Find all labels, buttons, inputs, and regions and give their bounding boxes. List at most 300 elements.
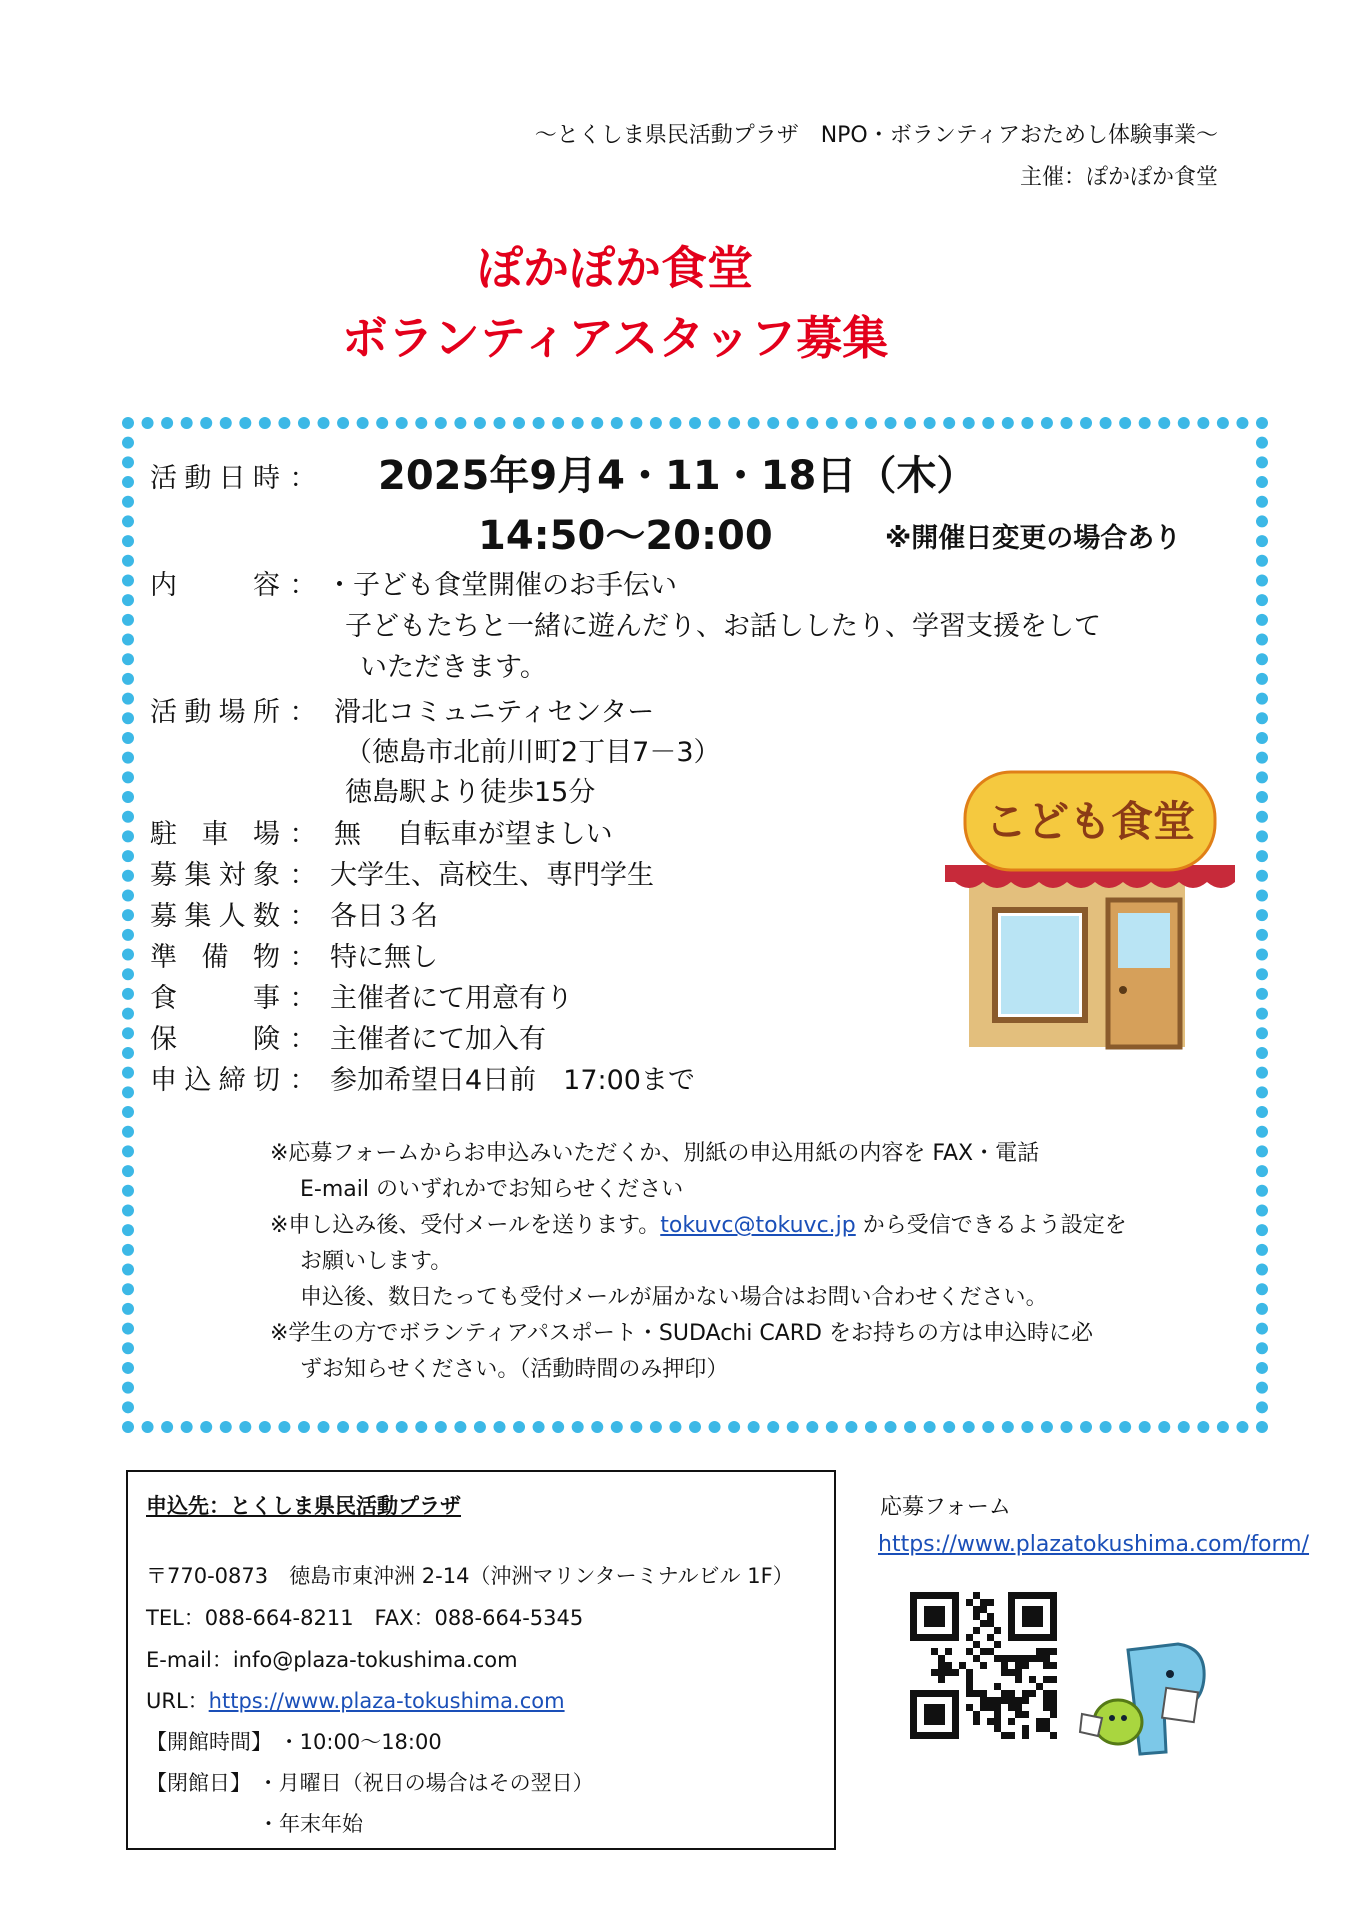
frame-dot [885, 417, 897, 429]
frame-dot [1041, 417, 1053, 429]
qr-module [952, 1634, 959, 1641]
frame-dot [1256, 496, 1268, 508]
qr-module [994, 1704, 1001, 1711]
frame-dot [1256, 1145, 1268, 1157]
frame-dot [122, 1342, 134, 1354]
frame-dot [396, 1421, 408, 1433]
target-colon: ： [289, 860, 317, 891]
frame-dot [357, 1421, 369, 1433]
qr-module [938, 1690, 945, 1697]
frame-dot [1236, 417, 1248, 429]
frame-dot [748, 1421, 760, 1433]
mascot-green-paper [1080, 1714, 1102, 1736]
qr-module [1043, 1725, 1050, 1732]
frame-dot [1256, 929, 1268, 941]
frame-dot [1041, 1421, 1053, 1433]
frame-dot [1256, 476, 1268, 488]
frame-dot [1139, 417, 1151, 429]
qr-module [1008, 1690, 1015, 1697]
contact-heading: 申込先：とくしま県民活動プラザ [146, 1494, 461, 1518]
meal-value: 主催者にて用意有り [330, 983, 573, 1014]
qr-module [931, 1711, 938, 1718]
qr-module [966, 1599, 973, 1606]
frame-dot [963, 417, 975, 429]
frame-dot [787, 1421, 799, 1433]
qr-module [952, 1690, 959, 1697]
qr-module [924, 1711, 931, 1718]
qr-module [1015, 1655, 1022, 1662]
qr-module [938, 1704, 945, 1711]
qr-module [987, 1697, 994, 1704]
qr-module [1036, 1683, 1043, 1690]
qr-module [931, 1718, 938, 1725]
qr-module [1008, 1732, 1015, 1739]
qr-module [1022, 1690, 1029, 1697]
place-line2: （徳島市北前川町2丁目7－3） [345, 737, 721, 768]
frame-dot [122, 968, 134, 980]
frame-dot [122, 594, 134, 606]
qr-module [1008, 1669, 1015, 1676]
qr-module [987, 1599, 994, 1606]
frame-dot [1256, 968, 1268, 980]
qr-module [1015, 1669, 1022, 1676]
insurance-label: 保険 [150, 1024, 280, 1055]
frame-dot [1256, 712, 1268, 724]
frame-dot [493, 1421, 505, 1433]
qr-code[interactable] [910, 1592, 1058, 1750]
content-line3: いただきます。 [360, 652, 547, 683]
frame-dot [122, 870, 134, 882]
qr-module [938, 1592, 945, 1599]
frame-dot [630, 417, 642, 429]
frame-dot [1256, 909, 1268, 921]
frame-dot [1217, 1421, 1229, 1433]
frame-dot [122, 1067, 134, 1079]
qr-module [1022, 1592, 1029, 1599]
qr-module [938, 1613, 945, 1620]
frame-dot [122, 889, 134, 901]
window-glass [1001, 916, 1079, 1014]
frame-dot [1256, 1421, 1268, 1433]
door-knob [1119, 986, 1127, 994]
qr-module [1001, 1669, 1008, 1676]
meal-row [150, 976, 573, 1015]
frame-dot [122, 1264, 134, 1276]
frame-dot [1178, 417, 1190, 429]
frame-dot [142, 1421, 154, 1433]
sign-text: こども食堂 [984, 797, 1196, 846]
frame-dot [122, 752, 134, 764]
frame-dot [493, 417, 505, 429]
qr-module [980, 1662, 987, 1669]
qr-module [931, 1648, 938, 1655]
content-line1: ・子ども食堂開催のお手伝い [326, 570, 677, 601]
qr-module [952, 1620, 959, 1627]
items-colon: ： [289, 942, 317, 973]
qr-module [910, 1732, 917, 1739]
frame-dot [826, 1421, 838, 1433]
frame-dot [122, 771, 134, 783]
note-1a: ※応募フォームからお申込みいただくか、別紙の申込用紙の内容を FAX・電話 [270, 1141, 1040, 1166]
qr-module [952, 1704, 959, 1711]
qr-module [994, 1683, 1001, 1690]
frame-dot [591, 1421, 603, 1433]
frame-dot [748, 417, 760, 429]
frame-dot [415, 1421, 427, 1433]
qr-module [924, 1606, 931, 1613]
frame-dot [122, 1145, 134, 1157]
mascot-green-eye-left [1109, 1715, 1115, 1721]
frame-dot [845, 1421, 857, 1433]
qr-module [966, 1683, 973, 1690]
qr-module [938, 1711, 945, 1718]
frame-dot [1256, 574, 1268, 586]
target-row [150, 853, 654, 892]
door-window [1118, 913, 1170, 968]
frame-dot [220, 1421, 232, 1433]
frame-dot [924, 417, 936, 429]
form-url-link[interactable]: https://www.plazatokushima.com/form/ [878, 1532, 1310, 1557]
contact-closed-2: ・年末年始 [258, 1812, 363, 1836]
qr-module [1050, 1697, 1057, 1704]
qr-module [1008, 1613, 1015, 1620]
qr-module [952, 1613, 959, 1620]
frame-dot [1256, 1323, 1268, 1335]
qr-module [994, 1655, 1001, 1662]
frame-dot [650, 417, 662, 429]
frame-dot [200, 1421, 212, 1433]
contact-url-link[interactable]: https://www.plaza-tokushima.com [208, 1689, 565, 1713]
frame-dot [122, 1224, 134, 1236]
frame-dot [337, 417, 349, 429]
qr-module [924, 1718, 931, 1725]
frame-dot [1139, 1421, 1151, 1433]
note-2b: お願いします。 [300, 1249, 453, 1274]
frame-dot [122, 1027, 134, 1039]
qr-module [966, 1634, 973, 1641]
frame-dot [1100, 1421, 1112, 1433]
qr-module [994, 1725, 1001, 1732]
frame-dot [122, 1401, 134, 1413]
frame-dot [1119, 417, 1131, 429]
qr-module [1022, 1655, 1029, 1662]
qr-module [1022, 1662, 1029, 1669]
qr-module [931, 1634, 938, 1641]
mascot-illustration [1078, 1640, 1218, 1760]
frame-dot [122, 909, 134, 921]
deadline-value: 参加希望日4日前 17:00まで [330, 1065, 695, 1096]
qr-module [1043, 1704, 1050, 1711]
frame-dot [1256, 437, 1268, 449]
qr-module [1050, 1676, 1057, 1683]
frame-dot [454, 417, 466, 429]
note-2c: 申込後、数日たっても受付メールが届かない場合はお問い合わせください。 [300, 1285, 1048, 1310]
qr-module [1036, 1718, 1043, 1725]
qr-module [1022, 1732, 1029, 1739]
qr-module [945, 1690, 952, 1697]
frame-dot [376, 1421, 388, 1433]
frame-dot [1256, 1342, 1268, 1354]
qr-module [1015, 1634, 1022, 1641]
qr-module [1043, 1655, 1050, 1662]
header-subtitle: ～とくしま県民活動プラザ NPO・ボランティアおためし体験事業～ [534, 123, 1218, 148]
frame-dot [1100, 417, 1112, 429]
frame-dot [513, 417, 525, 429]
qr-module [1015, 1704, 1022, 1711]
parking-label: 駐車場 [150, 819, 280, 850]
qr-module [931, 1690, 938, 1697]
parking-row [150, 812, 613, 851]
note-1b: E-mail のいずれかでお知らせください [300, 1177, 684, 1202]
frame-dot [1256, 1401, 1268, 1413]
frame-dot [1256, 1047, 1268, 1059]
qr-module [952, 1711, 959, 1718]
qr-module [1036, 1620, 1043, 1627]
frame-dot [122, 1106, 134, 1118]
frame-dot [1256, 555, 1268, 567]
qr-module [938, 1669, 945, 1676]
frame-dot [1256, 1204, 1268, 1216]
contact-url-label: URL： [146, 1689, 209, 1713]
frame-dot [122, 614, 134, 626]
frame-dot [122, 515, 134, 527]
frame-dot [1256, 515, 1268, 527]
frame-dot [572, 417, 584, 429]
frame-dot [689, 417, 701, 429]
note-3b: ずお知らせください。（活動時間のみ押印） [300, 1357, 729, 1382]
frame-dot [1256, 417, 1268, 429]
qr-module [973, 1711, 980, 1718]
count-colon: ： [289, 901, 317, 932]
qr-module [994, 1711, 1001, 1718]
frame-dot [122, 929, 134, 941]
frame-dot [669, 417, 681, 429]
page-title-line1: ぽかぽか食堂 [477, 241, 753, 295]
frame-dot [767, 1421, 779, 1433]
frame-dot [122, 1185, 134, 1197]
qr-module [1015, 1697, 1022, 1704]
frame-dot [1256, 653, 1268, 665]
qr-module [980, 1620, 987, 1627]
frame-dot [122, 1204, 134, 1216]
qr-module [1050, 1704, 1057, 1711]
content-line2: 子どもたちと一緒に遊んだり、お話ししたり、学習支援をして [345, 611, 1101, 642]
qr-module [973, 1718, 980, 1725]
frame-dot [1256, 830, 1268, 842]
frame-dot [1158, 417, 1170, 429]
qr-module [952, 1592, 959, 1599]
frame-dot [1256, 988, 1268, 1000]
qr-module [987, 1634, 994, 1641]
frame-dot [122, 988, 134, 1000]
frame-dot [1021, 1421, 1033, 1433]
qr-module [980, 1606, 987, 1613]
frame-dot [1256, 1264, 1268, 1276]
frame-dot [1021, 417, 1033, 429]
qr-module [924, 1732, 931, 1739]
frame-dot [1256, 1008, 1268, 1020]
frame-dot [845, 417, 857, 429]
qr-module [945, 1634, 952, 1641]
qr-module [973, 1641, 980, 1648]
contact-email-link[interactable]: tokuvc@tokuvc.jp [660, 1213, 856, 1238]
qr-module [1043, 1718, 1050, 1725]
contact-closed-1: 【閉館日】 ・月曜日（祝日の場合はその翌日） [146, 1771, 594, 1795]
frame-dot [122, 1165, 134, 1177]
qr-module [1008, 1697, 1015, 1704]
qr-module [938, 1606, 945, 1613]
contact-address: 〒770-0873 徳島市東沖洲 2-14（沖洲マリンターミナルビル 1F） [146, 1564, 794, 1588]
qr-module [952, 1599, 959, 1606]
frame-dot [122, 673, 134, 685]
frame-dot [806, 417, 818, 429]
place-colon: ： [289, 697, 317, 728]
qr-module [931, 1606, 938, 1613]
frame-dot [533, 417, 545, 429]
qr-module [1022, 1697, 1029, 1704]
qr-module [994, 1641, 1001, 1648]
qr-module [1043, 1662, 1050, 1669]
frame-dot [357, 417, 369, 429]
frame-dot [1256, 1106, 1268, 1118]
qr-module [973, 1690, 980, 1697]
items-row [150, 935, 438, 974]
qr-module [966, 1690, 973, 1697]
qr-module [1036, 1606, 1043, 1613]
qr-module [1001, 1732, 1008, 1739]
qr-module [959, 1662, 966, 1669]
content-label: 内容 [150, 570, 280, 601]
qr-module [910, 1718, 917, 1725]
qr-module [1008, 1606, 1015, 1613]
qr-module [1008, 1599, 1015, 1606]
frame-dot [982, 1421, 994, 1433]
qr-module [1029, 1592, 1036, 1599]
frame-dot [943, 1421, 955, 1433]
frame-dot [1256, 771, 1268, 783]
frame-dot [1256, 594, 1268, 606]
qr-module [917, 1732, 924, 1739]
frame-dot [1256, 870, 1268, 882]
qr-module [952, 1725, 959, 1732]
date-label: 活動日時 [150, 463, 280, 494]
qr-module [1029, 1620, 1036, 1627]
frame-dot [122, 437, 134, 449]
frame-dot [611, 1421, 623, 1433]
qr-module [994, 1697, 1001, 1704]
frame-dot [1060, 1421, 1072, 1433]
date-colon: ： [289, 463, 317, 494]
frame-dot [1256, 1244, 1268, 1256]
qr-module [966, 1704, 973, 1711]
qr-module [973, 1606, 980, 1613]
qr-module [980, 1697, 987, 1704]
qr-module [952, 1627, 959, 1634]
frame-dot [337, 1421, 349, 1433]
frame-dot [474, 417, 486, 429]
frame-dot [122, 417, 134, 429]
frame-dot [122, 791, 134, 803]
qr-module [910, 1599, 917, 1606]
qr-module [910, 1690, 917, 1697]
frame-dot [787, 417, 799, 429]
qr-module [1008, 1627, 1015, 1634]
frame-dot [259, 417, 271, 429]
qr-module [966, 1669, 973, 1676]
contact-url-row [146, 1685, 565, 1715]
qr-module [1008, 1592, 1015, 1599]
frame-dot [572, 1421, 584, 1433]
frame-dot [259, 1421, 271, 1433]
frame-dot [122, 693, 134, 705]
frame-dot [435, 1421, 447, 1433]
place-line3: 徳島駅より徒歩15分 [345, 777, 596, 808]
frame-dot [435, 417, 447, 429]
deadline-row [150, 1058, 695, 1097]
target-label: 募集対象 [150, 860, 280, 891]
frame-dot [630, 1421, 642, 1433]
frame-dot [650, 1421, 662, 1433]
parking-value: 無 自転車が望ましい [334, 819, 613, 850]
frame-dot [513, 1421, 525, 1433]
qr-module [1050, 1620, 1057, 1627]
frame-dot [611, 417, 623, 429]
frame-dot [122, 634, 134, 646]
frame-dot [1236, 1421, 1248, 1433]
qr-module [1036, 1648, 1043, 1655]
frame-dot [1080, 1421, 1092, 1433]
meal-label: 食事 [150, 983, 280, 1014]
qr-module [938, 1655, 945, 1662]
frame-dot [181, 1421, 193, 1433]
qr-module [924, 1704, 931, 1711]
qr-module [910, 1620, 917, 1627]
frame-dot [1197, 1421, 1209, 1433]
qr-module [952, 1606, 959, 1613]
frame-dot [1256, 614, 1268, 626]
qr-module [931, 1613, 938, 1620]
qr-module [1029, 1606, 1036, 1613]
qr-module [1001, 1662, 1008, 1669]
deadline-label: 申込締切 [150, 1065, 280, 1096]
frame-dot [122, 1283, 134, 1295]
qr-module [1050, 1613, 1057, 1620]
contact-email: E-mail：info@plaza-tokushima.com [146, 1648, 518, 1672]
frame-dot [122, 1323, 134, 1335]
qr-module [980, 1648, 987, 1655]
insurance-row [150, 1017, 546, 1056]
qr-module [1043, 1676, 1050, 1683]
frame-dot [200, 417, 212, 429]
frame-dot [1256, 693, 1268, 705]
frame-dot [904, 417, 916, 429]
qr-module [1029, 1634, 1036, 1641]
items-label: 準備物 [150, 942, 280, 973]
frame-dot [1002, 417, 1014, 429]
frame-dot [122, 535, 134, 547]
frame-dot [122, 732, 134, 744]
frame-dot [122, 1421, 134, 1433]
frame-dot [239, 1421, 251, 1433]
frame-dot [415, 417, 427, 429]
qr-module [1022, 1620, 1029, 1627]
page-title-line2: ボランティアスタッフ募集 [341, 311, 889, 365]
frame-dot [1256, 1126, 1268, 1138]
qr-module [973, 1627, 980, 1634]
qr-module [1043, 1592, 1050, 1599]
form-label: 応募フォーム [880, 1495, 1011, 1520]
frame-dot [1080, 417, 1092, 429]
